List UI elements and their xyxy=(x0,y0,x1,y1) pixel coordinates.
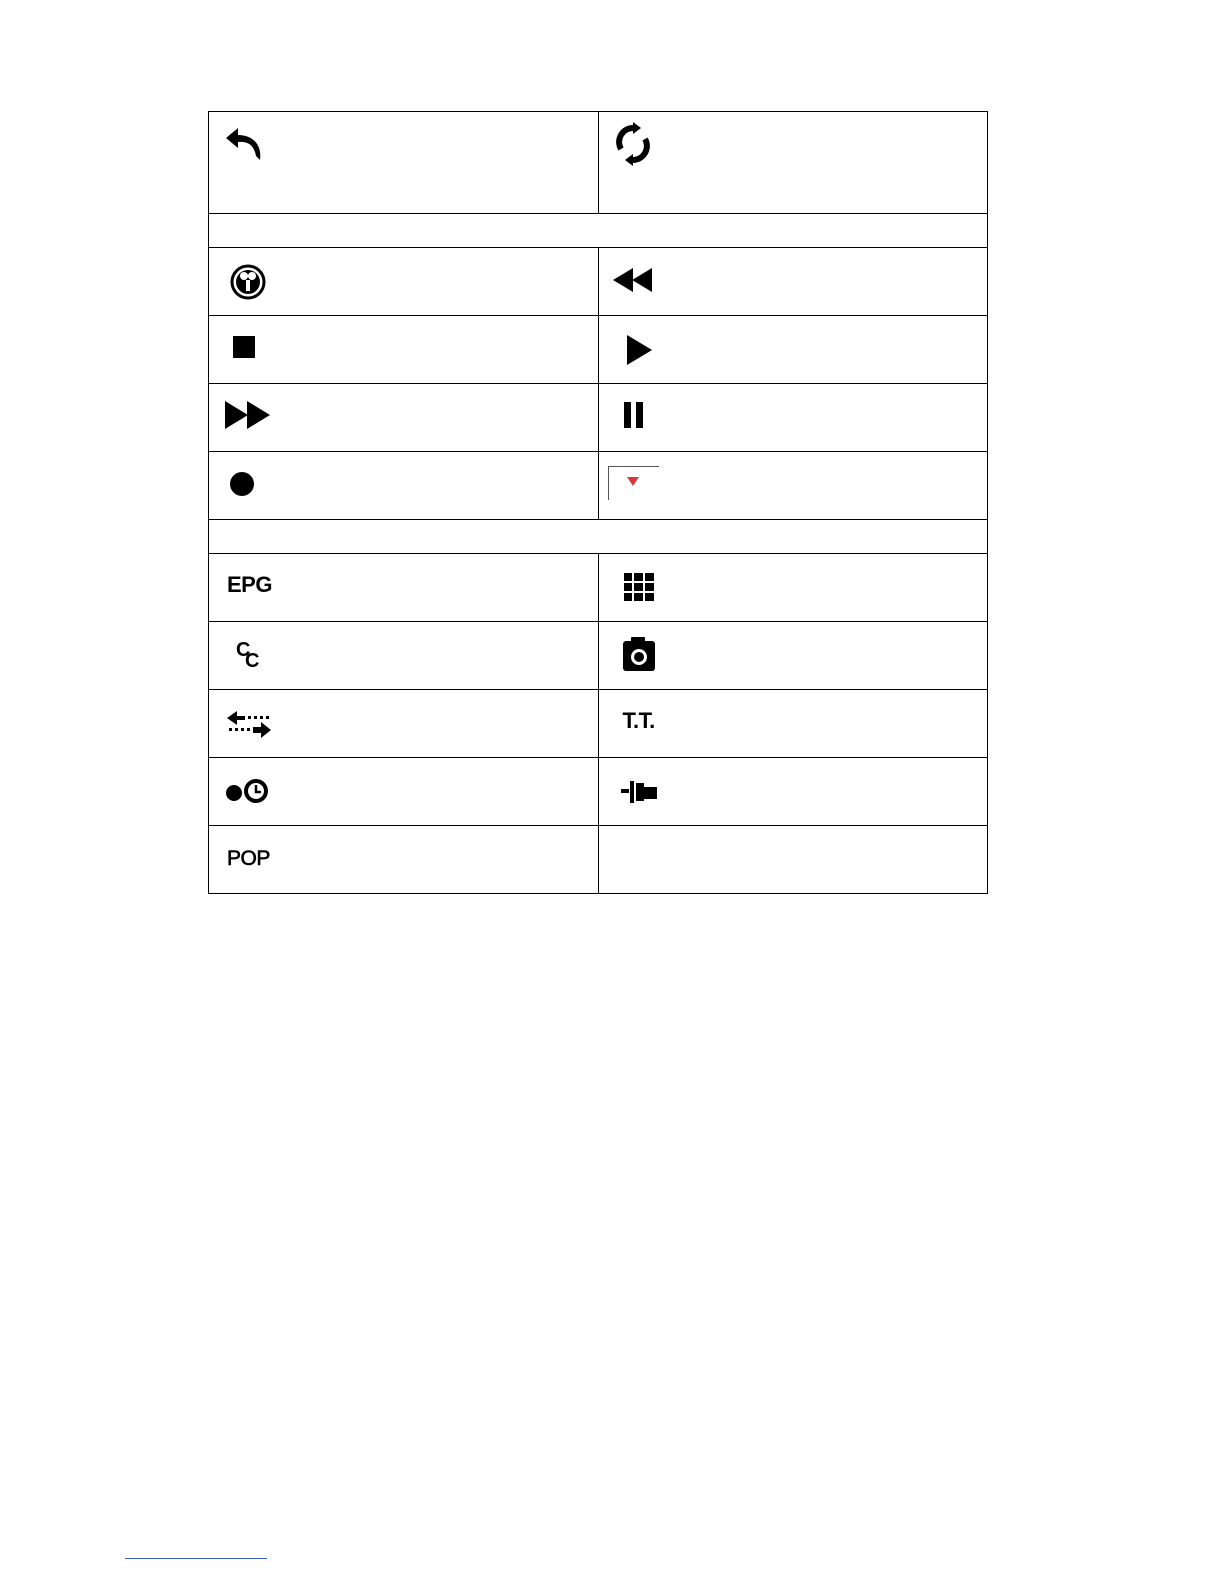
table-row xyxy=(209,316,988,384)
dropdown-arrow-icon[interactable] xyxy=(627,477,639,486)
table-cell xyxy=(209,826,599,894)
table-cell xyxy=(598,452,988,520)
play-icon xyxy=(627,335,677,379)
table-cell xyxy=(598,622,988,690)
plug-icon xyxy=(621,779,671,823)
rewind-icon xyxy=(613,266,663,310)
table-cell xyxy=(598,384,988,452)
table-cell xyxy=(598,248,988,316)
table-cell xyxy=(209,214,988,248)
table-row xyxy=(209,112,988,214)
cc-upper-letter: C xyxy=(236,639,251,661)
teletext-icon: T.T. xyxy=(622,708,655,733)
table-cell xyxy=(209,384,599,452)
icon-legend-table xyxy=(208,111,988,894)
table-row xyxy=(209,248,988,316)
table-cell xyxy=(209,452,599,520)
table-cell xyxy=(598,554,988,622)
table-row xyxy=(209,384,988,452)
camera-icon xyxy=(623,637,673,681)
record-icon xyxy=(230,472,280,516)
table-cell xyxy=(209,248,599,316)
table-cell xyxy=(209,112,599,214)
table-cell xyxy=(209,690,599,758)
fast-forward-icon xyxy=(225,400,275,444)
footnote-separator xyxy=(125,1558,267,1559)
table-cell xyxy=(209,554,599,622)
table-row xyxy=(209,554,988,622)
table-row xyxy=(209,622,988,690)
keypad-grid-icon xyxy=(624,573,674,617)
table-row xyxy=(209,758,988,826)
wrench-circle-icon xyxy=(229,263,279,307)
table-row xyxy=(209,690,988,758)
table-cell xyxy=(598,690,988,758)
table-cell xyxy=(598,826,988,894)
table-row xyxy=(209,520,988,554)
table-cell xyxy=(209,520,988,554)
table-row xyxy=(209,826,988,894)
table-cell xyxy=(598,112,988,214)
switch-arrows-icon xyxy=(227,710,277,754)
stop-icon xyxy=(233,336,283,380)
table-cell xyxy=(209,758,599,826)
refresh-icon xyxy=(613,122,663,166)
return-arrow-icon xyxy=(224,124,274,168)
record-schedule-icon xyxy=(225,778,275,822)
cc-lower-letter: C xyxy=(245,650,260,672)
closed-caption-icon xyxy=(236,640,286,684)
epg-icon: EPG xyxy=(227,572,272,597)
table-row xyxy=(209,214,988,248)
table-cell xyxy=(598,316,988,384)
table-cell xyxy=(598,758,988,826)
pause-icon xyxy=(624,402,674,446)
pop-icon: POP xyxy=(227,847,270,870)
table-row xyxy=(209,452,988,520)
table-cell xyxy=(209,316,599,384)
table-cell xyxy=(209,622,599,690)
dropdown-box[interactable] xyxy=(608,466,659,500)
